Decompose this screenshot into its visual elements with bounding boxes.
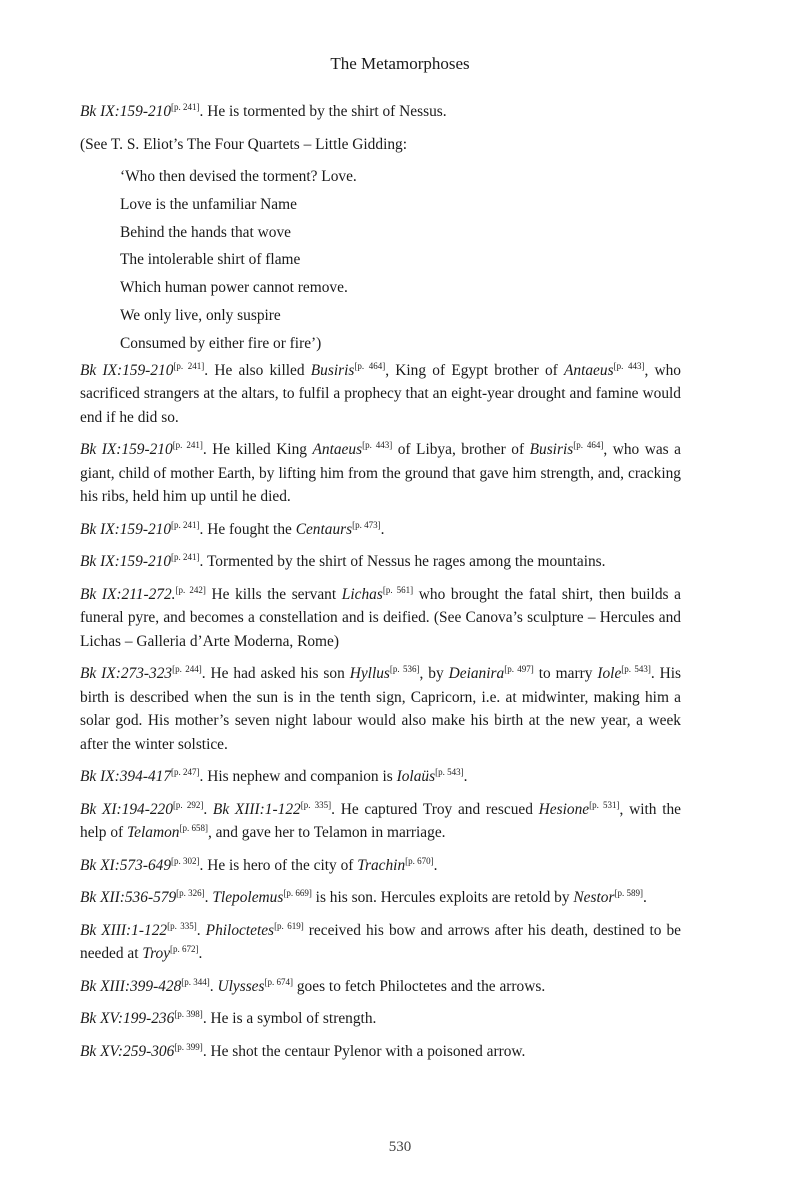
name-link[interactable]: Busiris [529, 441, 574, 459]
name-link[interactable]: Iolaüs [396, 768, 436, 786]
page-reference: [p. 672] [170, 943, 199, 954]
page-reference: [p. 473] [352, 519, 381, 530]
entry-paragraph [80, 854, 681, 878]
book-reference-link[interactable]: Bk XIII:1-122 [80, 921, 168, 939]
page-reference: [p. 543] [621, 663, 651, 674]
page-reference: [p. 247] [171, 766, 200, 777]
page-reference: [p. 398] [174, 1008, 203, 1019]
name-link[interactable]: Busiris [310, 361, 355, 379]
paragraph-text: . [204, 889, 213, 907]
paragraph-text: , and gave her to Telamon in marriage. [207, 824, 446, 842]
paragraph-text: . [198, 945, 203, 963]
page-reference: [p. 543] [435, 766, 464, 777]
page-reference: [p. 241] [172, 439, 203, 450]
page-reference: [p. 561] [382, 584, 414, 595]
paragraph-text: . His nephew and companion is [199, 768, 397, 786]
name-link[interactable]: Trachin [357, 856, 406, 874]
paragraph-text: , who was a giant, child of mother Earth, by lifting him from the ground that gave him strength, and, cracking his ribs, held him up until he died. [80, 441, 682, 506]
paragraph-text: . [209, 977, 218, 995]
book-reference-link[interactable]: Bk XI:194-220 [80, 800, 173, 818]
entry-paragraph [80, 886, 681, 910]
book-reference-link[interactable]: Bk XII:536-579 [80, 889, 177, 907]
page-reference: [p. 344] [181, 976, 210, 987]
book-reference-link[interactable]: Bk IX:159-210 [80, 520, 172, 538]
book-reference-link[interactable]: Bk IX:159-210 [80, 441, 173, 459]
page-reference: [p. 531] [589, 799, 620, 810]
paragraph-text: . [196, 921, 206, 939]
book-reference-link[interactable]: Bk XIII:1-122 [212, 800, 301, 818]
page-reference: [p. 589] [614, 887, 643, 898]
paragraph-text: , King of Egypt brother of [385, 361, 564, 379]
entry-paragraph [80, 919, 681, 966]
page-reference: [p. 241] [171, 519, 200, 530]
paragraph-text: , by [419, 665, 449, 683]
page-reference: [p. 674] [264, 976, 294, 987]
quote-intro: (See T. S. Eliot’s The Four Quartets – Little Gidding: [80, 135, 408, 153]
paragraph-text: . He killed King [202, 441, 313, 459]
paragraph-text: . His birth is described when the sun is in the tenth sign, Capricorn, i.e. at midwinter, making him a solar god. His mother’s seven night labour would also make his birth at the new year, a week after the winter solstice. [80, 665, 682, 753]
verse-line: Behind the hands that wove [120, 223, 291, 241]
name-link[interactable]: Antaeus [312, 441, 363, 459]
intro-paragraph [80, 100, 681, 124]
paragraph-text: received his bow and arrows after his death, destined to be needed at [80, 921, 681, 963]
document-body [80, 100, 681, 1072]
paragraph-text: . [203, 800, 213, 818]
paragraph-text: . He is hero of the city of [199, 856, 358, 874]
page-reference: [p. 443] [613, 360, 645, 371]
paragraph-text: . [433, 856, 438, 874]
entry-paragraph [80, 518, 681, 542]
paragraph-text: , with the help of [80, 800, 681, 842]
page-title: The Metamorphoses [330, 54, 470, 73]
name-link[interactable]: Lichas [341, 585, 383, 603]
paragraph-text: to marry [533, 665, 598, 683]
paragraph-text: . He is a symbol of strength. [202, 1010, 377, 1028]
page-reference: [p. 670] [405, 855, 434, 866]
verse-block [80, 164, 681, 357]
page-reference: [p. 241] [173, 360, 205, 371]
page-reference: [p. 241] [171, 101, 200, 112]
name-link[interactable]: Nestor [573, 889, 615, 907]
book-reference-link[interactable]: Bk XV:199-236 [80, 1010, 175, 1028]
paragraph-text: . [642, 889, 647, 907]
page-reference: [p. 244] [172, 663, 202, 674]
entry-paragraph [80, 662, 681, 756]
verse-line: Which human power cannot remove. [120, 279, 348, 297]
page-reference: [p. 302] [171, 855, 200, 866]
name-link[interactable]: Iole [597, 665, 622, 683]
name-link[interactable]: Centaurs [295, 520, 353, 538]
paragraph-text: . He captured Troy and rescued [331, 800, 539, 818]
paragraph-text: . He is tormented by the shirt of Nessus. [199, 103, 447, 120]
name-link[interactable]: Antaeus [563, 361, 614, 379]
book-reference-link[interactable]: Bk IX:159-210 [80, 103, 172, 120]
verse-line: The intolerable shirt of flame [120, 251, 301, 269]
entries-list [80, 359, 681, 1064]
paragraph-text: , who sacrificed strangers at the altars, to fulfil a prophecy that an eight-year drought and famine would end if he did so. [80, 361, 682, 426]
page-reference: [p. 335] [167, 920, 197, 931]
paragraph-text: who brought the fatal shirt, then builds a funeral pyre, and becomes a constellation and is deified. (See Canova’s sculpture – Hercules and Lichas – Galleria d’Arte Moderna, Rome) [80, 585, 681, 650]
name-link[interactable]: Troy [142, 945, 171, 963]
book-reference-link[interactable]: Bk IX:273-323 [80, 665, 173, 683]
page-reference: [p. 658] [179, 822, 208, 833]
page-reference: [p. 241] [171, 551, 200, 562]
page-reference: [p. 335] [300, 799, 332, 810]
paragraph-text: . He also killed [204, 361, 311, 379]
verse-line: Consumed by either fire or fire’) [120, 334, 322, 352]
page-reference: [p. 242] [175, 584, 206, 595]
entry-paragraph [80, 359, 681, 430]
page-reference: [p. 536] [389, 663, 420, 674]
name-link[interactable]: Tlepolemus [212, 889, 284, 907]
entry-paragraph [80, 1040, 681, 1064]
verse-line: ‘Who then devised the torment? Love. [120, 168, 357, 185]
name-link[interactable]: Telamon [127, 824, 180, 842]
entry-paragraph [80, 550, 681, 574]
page-reference: [p. 464] [354, 360, 386, 371]
verse-line: We only live, only suspire [120, 306, 281, 324]
entry-paragraph [80, 798, 681, 845]
verse-line: Love is the unfamiliar Name [120, 195, 297, 213]
page-reference: [p. 669] [283, 887, 312, 898]
page-reference: [p. 292] [172, 799, 204, 810]
paragraph-text: He kills the servant [205, 585, 342, 603]
page-reference: [p. 443] [362, 439, 393, 450]
book-reference-link[interactable]: Bk IX:159-210 [80, 553, 172, 571]
paragraph-text: . He shot the centaur Pylenor with a poisoned arrow. [202, 1042, 526, 1060]
book-reference-link[interactable]: Bk IX:159-210 [80, 361, 174, 379]
entry-paragraph [80, 1007, 681, 1031]
name-link[interactable]: Hyllus [349, 665, 390, 683]
paragraph-text: . He fought the [199, 520, 296, 538]
name-link[interactable]: Hesione [538, 800, 590, 818]
paragraph-text: goes to fetch Philoctetes and the arrows. [293, 977, 546, 995]
book-reference-link[interactable]: Bk XI:573-649 [80, 856, 172, 874]
paragraph-text: is his son. Hercules exploits are retold by [311, 889, 574, 907]
entry-paragraph [80, 975, 681, 999]
page-reference: [p. 619] [274, 920, 304, 931]
book-reference-link[interactable]: Bk IX:211-272. [80, 585, 176, 603]
paragraph-text: . Tormented by the shirt of Nessus he rages among the mountains. [199, 553, 606, 571]
book-reference-link[interactable]: Bk XV:259-306 [80, 1042, 175, 1060]
entry-paragraph [80, 438, 681, 509]
book-reference-link[interactable]: Bk IX:394-417 [80, 768, 172, 786]
name-link[interactable]: Philoctetes [205, 921, 275, 939]
page-reference: [p. 399] [174, 1041, 203, 1052]
page-reference: [p. 464] [573, 439, 604, 450]
page-reference: [p. 326] [176, 887, 205, 898]
paragraph-text: . [380, 520, 385, 538]
page-reference: [p. 497] [504, 663, 534, 674]
paragraph-text: . He had asked his son [201, 665, 350, 683]
name-link[interactable]: Deianira [448, 665, 505, 683]
paragraph-text: of Libya, brother of [392, 441, 530, 459]
paragraph-text: . [463, 768, 468, 786]
entry-paragraph [80, 583, 681, 654]
book-reference-link[interactable]: Bk XIII:399-428 [80, 977, 182, 995]
name-link[interactable]: Ulysses [217, 977, 265, 995]
page-number: 530 [388, 1139, 412, 1155]
entry-paragraph [80, 765, 681, 789]
